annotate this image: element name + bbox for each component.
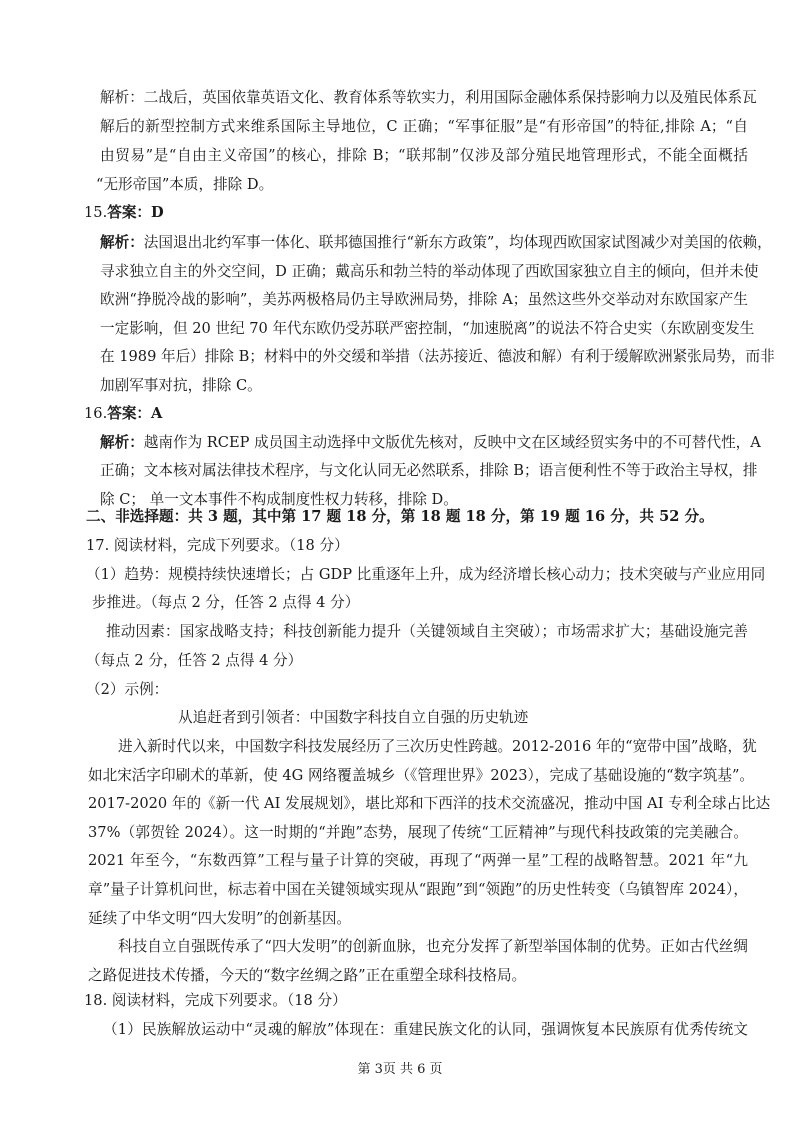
question-title: 18. 阅读材料，完成下列要求。（18 分） bbox=[84, 992, 347, 1009]
text-line: 章”量子计算机问世，标志着中国在关键领域实现从“跟跑”到“领跑”的历史性转变（乌镇智库 2024）， bbox=[88, 881, 748, 898]
analysis-text: 越南作为 RCEP 成员国主动选择中文版优先核对，反映中文在区域经贸实务中的不可替代性，A bbox=[143, 434, 761, 451]
question-title: 17. 阅读材料，完成下列要求。（18 分） bbox=[86, 537, 349, 554]
text-line: 推动因素：国家战略支持；科技创新能力提升（关键领域自主突破）；市场需求扩大；基础设施完善 bbox=[106, 623, 748, 640]
text-line: 之路促进技术传播，今天的“数字丝绸之路”正在重塑全球科技格局。 bbox=[88, 967, 527, 984]
text-line: 加剧军事对抗，排除 C。 bbox=[100, 377, 262, 394]
question-heading bbox=[84, 404, 162, 424]
text-line: 2017-2020 年的《新一代 AI 发展规划》，堪比郑和下西洋的技术交流盛况，推动中国 AI 专利全球占比达 bbox=[88, 795, 771, 812]
text-line: 延续了中华文明“四大发明”的创新基因。 bbox=[88, 910, 352, 927]
analysis-label: 解析： bbox=[100, 434, 144, 451]
text-line: 步推进。（每点 2 分，任答 2 点得 4 分） bbox=[92, 594, 360, 611]
text-line bbox=[100, 433, 761, 453]
text-line: 寻求独立自主的外交空间，D 正确；戴高乐和勃兰特的举动体现了西欧国家独立自主的倾向，但并未使 bbox=[100, 263, 759, 280]
text-line: 解后的新型控制方式来维系国际主导地位，C 正确；“军事征服”是“有形帝国”的特征,排除 A；“自 bbox=[100, 118, 748, 135]
text-line: 欧洲“挣脱冷战的影响”，美苏两极格局仍主导欧洲局势，排除 A；虽然这些外交举动对东欧国家产生 bbox=[100, 291, 748, 308]
answer-label: 答案：D bbox=[107, 204, 164, 221]
text-line: “无形帝国”本质，排除 D。 bbox=[96, 176, 274, 193]
text-line: （1）民族解放运动中“灵魂的解放”体现在：重建民族文化的认同，强调恢复本民族原有优秀传统文 bbox=[103, 1021, 748, 1038]
text-line bbox=[100, 233, 772, 253]
text-line: 科技自立自强既传承了“四大发明”的创新血脉，也充分发挥了新型举国体制的优势。正如古代丝绸 bbox=[118, 938, 748, 955]
text-line: 2021 年至今，“东数西算”工程与量子计算的突破，再现了“两弹一星”工程的战略智慧。2021 年“九 bbox=[88, 852, 748, 869]
text-line: 一定影响，但 20 世纪 70 年代东欧仍受苏联严密控制，“加速脱离”的说法不符合史实（东欧剧变发生 bbox=[100, 320, 755, 337]
text-line: 在 1989 年后）排除 B；材料中的外交缓和举措（法苏接近、德波和解）有利于缓解欧洲紧张局势，而非 bbox=[100, 348, 775, 365]
text-line: （1）趋势：规模持续快速增长；占 GDP 比重逐年上升，成为经济增长核心动力；技术突破与产业应用同 bbox=[86, 566, 766, 583]
question-number: 16. bbox=[84, 405, 108, 422]
question-number: 15. bbox=[84, 204, 108, 221]
text-line: 由贸易”是“自由主义帝国”的核心，排除 B；“联邦制”仅涉及部分殖民地管理形式，不能全面概括 bbox=[100, 147, 748, 164]
text-line: （2）示例： bbox=[86, 681, 169, 698]
text-line: 解析：二战后，英国依靠英语文化、教育体系等软实力，利用国际金融体系保持影响力以及殖民体系瓦 bbox=[100, 89, 757, 106]
text-line: 正确；文本核对属法律技术程序，与文化认同无必然联系，排除 B；语言便利性不等于政治主导权，排 bbox=[100, 462, 758, 479]
analysis-label: 解析： bbox=[100, 234, 144, 251]
text-line: 进入新时代以来，中国数字科技发展经历了三次历史性跨越。2012-2016 年的“宽带中国”战略，犹 bbox=[118, 738, 757, 755]
page-footer: 第 3页 共 6 页 bbox=[357, 1062, 443, 1077]
text-line: 如北宋活字印刷术的革新，使 4G 网络覆盖城乡（《管理世界》2023），完成了基础设施的“数字筑基”。 bbox=[88, 767, 755, 784]
text-line: 除 C； 单一文本事件不构成制度性权力转移，排除 D。 bbox=[100, 491, 458, 508]
text-line: （每点 2 分，任答 2 点得 4 分） bbox=[86, 652, 303, 669]
essay-title: 从追赶者到引领者：中国数字科技自立自强的历史轨迹 bbox=[178, 709, 529, 726]
text-line: 37%（郭贺铨 2024）。这一时期的“并跑”态势，展现了传统“工匠精神”与现代科技政策的完美融合。 bbox=[88, 824, 748, 841]
section-heading: 二、非选择题：共 3 题，其中第 17 题 18 分，第 18 题 18 分，第 19 题 16 分，共 52 分。 bbox=[86, 508, 714, 525]
question-heading bbox=[84, 203, 164, 223]
answer-label: 答案：A bbox=[107, 405, 163, 422]
analysis-text: 法国退出北约军事一体化、联邦德国推行“新东方政策”，均体现西欧国家试图减少对美国的依赖， bbox=[143, 234, 772, 251]
